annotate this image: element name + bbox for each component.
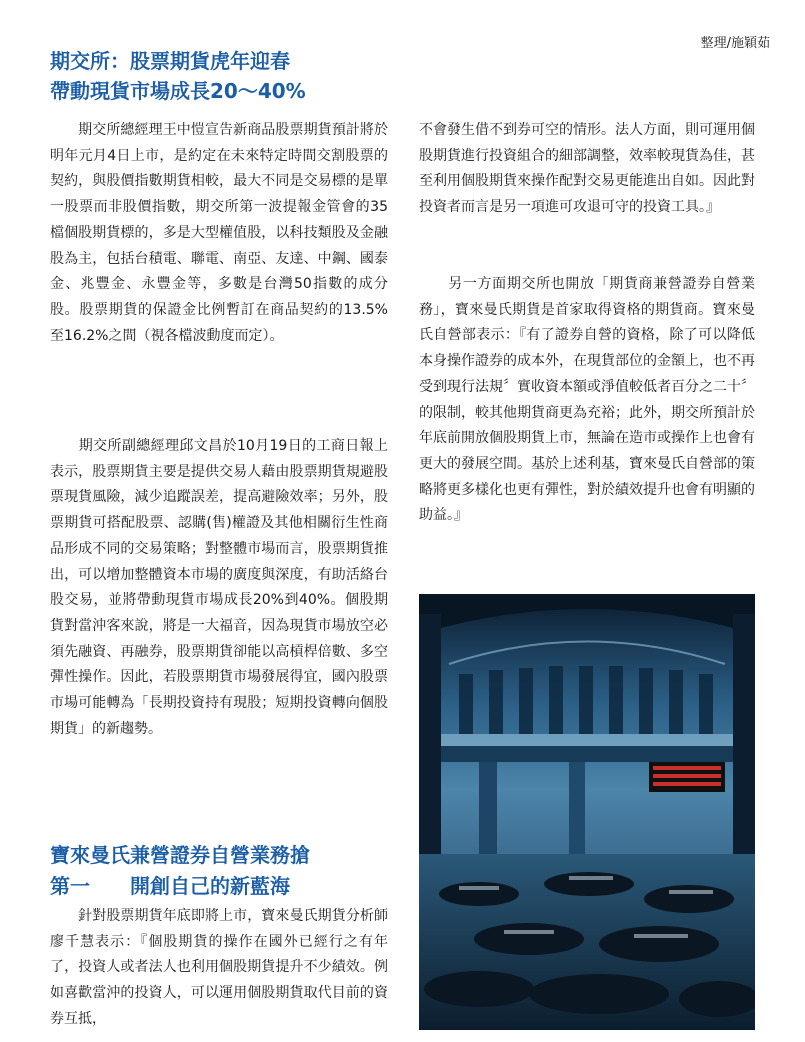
headline-1-line-2: 帶動現貨市場成長20～40%: [50, 79, 306, 103]
headline-2: [50, 840, 410, 902]
byline: 整理/施穎茹: [700, 36, 770, 51]
headline-2-line-2: 第一 開創自己的新藍海: [50, 874, 290, 898]
left-paragraph-1: 期交所總經理王中愷宣告新商品股票期貨預計將於明年元月4日上市，是約定在未來特定時間交割股票的契約，與股價指數期貨相較，最大不同是交易標的是單一股票而非股價指數，期交所第一波提報金管會的35檔個股期貨標的，多是大型權值股，以科技類股及金融股為主，包括台積電、聯電、南亞、友達、中鋼、國泰金、兆豐金、永豐金等，多數是台灣50指數的成分股。股票期貨的保證金比例暫訂在商品契約的13.5%至16.2%之間（視各檔波動度而定）。: [50, 122, 388, 344]
headline-1-line-1: 期交所：股票期貨虎年迎春: [50, 49, 290, 73]
right-paragraph-1: 不會發生借不到券可空的情形。法人方面，則可運用個股期貨進行投資組合的細部調整，效率較現貨為佳，甚至利用個股期貨來操作配對交易更能進出自如。因此對投資者而言是另一項進可攻退可守的投資工具。』: [419, 122, 755, 216]
right-paragraph-2: 另一方面期交所也開放「期貨商兼營證券自營業務」，寶來曼氏期貨是首家取得資格的期貨商。寶來曼氏自營部表示：『有了證券自營的資格，除了可以降低本身操作證券的成本外，在現貨部位的金額上，也不再受到現行法規〞實收資本額或淨值較低者百分之二十〞的限制，較其他期貨商更為充裕；此外，期交所預計於年底前開放個股期貨上市，無論在造市或操作上也會有更大的發展空間。基於上述利基，寶來曼氏自營部的策略將更多樣化也更有彈性，對於績效提升也會有明顯的助益。』: [419, 276, 755, 524]
left-paragraph-3: 針對股票期貨年底即將上市，寶來曼氏期貨分析師廖千慧表示：『個股期貨的操作在國外已經行之有年了，投資人或者法人也利用個股期貨提升不少績效。例如喜歡當沖的投資人，可以運用個股期貨取代目前的資券互抵，: [50, 908, 388, 1027]
left-paragraph-2: 期交所副總經理邱文昌於10月19日的工商日報上表示，股票期貨主要是提供交易人藉由股票期貨規避股票現貨風險，減少追蹤誤差，提高避險效率；另外，股票期貨可搭配股票、認購(售)權證及其他相關衍生性商品形成不同的交易策略；對整體市場而言，股票期貨推出，可以增加整體資本市場的廣度與深度，有助活絡台股交易，並將帶動現貨市場成長20%到40%。個股期貨對當沖客來說，將是一大福音，因為現貨市場放空必須先融資、再融券，股票期貨卻能以高槓桿倍數、多空彈性操作。因此，若股票期貨市場發展得宜，國內股票市場可能轉為「長期投資持有現股；短期投資轉向個股期貨」的新趨勢。: [50, 438, 388, 737]
trading-floor-photo: [419, 594, 755, 1030]
headline-2-line-1: 寶來曼氏兼營證券自營業務搶: [50, 843, 310, 867]
headline-1: [50, 46, 410, 106]
trading-floor-illustration: [419, 594, 755, 1030]
